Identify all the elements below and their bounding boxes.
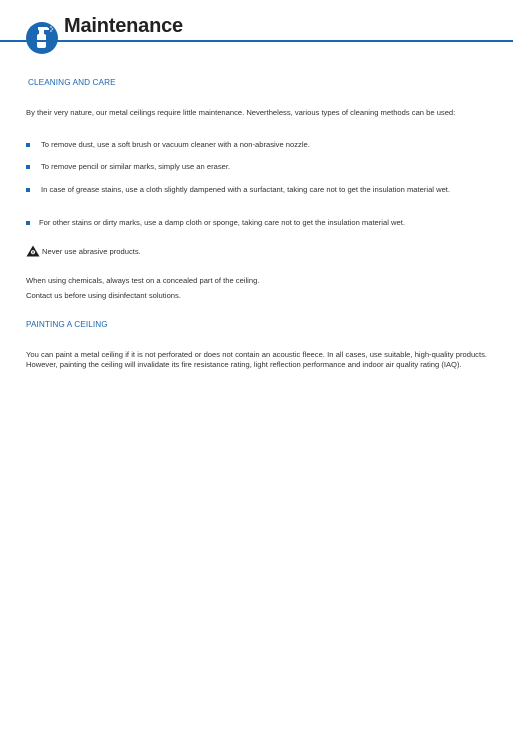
- contact-note: Contact us before using disinfectant solutions.: [26, 291, 181, 300]
- spray-bottle-icon: [26, 22, 58, 54]
- bullet-item: For other stains or dirty marks, use a damp cloth or sponge, taking care not to get the insulation material wet.: [39, 218, 405, 227]
- bullet-marker: [26, 188, 30, 192]
- bullet-item: To remove pencil or similar marks, simply use an eraser.: [41, 162, 231, 171]
- header-divider: [0, 40, 513, 42]
- page-title: Maintenance: [64, 15, 183, 37]
- warning-triangle-icon: [26, 245, 40, 257]
- bullet-marker: [26, 143, 30, 147]
- bullet-item: In case of grease stains, use a cloth slightly dampened with a surfactant, taking care not to get the insulation material wet.: [41, 185, 451, 194]
- warning-text: Never use abrasive products.: [42, 247, 141, 256]
- bullet-item: To remove dust, use a soft brush or vacuum cleaner with a non-abrasive nozzle.: [41, 140, 310, 149]
- painting-heading: PAINTING A CEILING: [26, 320, 108, 329]
- cleaning-intro: By their very nature, our metal ceilings require little maintenance. Nevertheless, various types of cleaning methods can be used:: [26, 108, 456, 117]
- chemicals-note: When using chemicals, always test on a concealed part of the ceiling.: [26, 276, 260, 285]
- painting-body: You can paint a metal ceiling if it is not perforated or does not contain an acoustic fleece. In all cases, use suitable, high-quality products. However, painting the ceiling will invalidate its fire resistance rating, light reflection performance and indoor air quality rating (IAQ).: [26, 350, 487, 369]
- cleaning-heading: CLEANING AND CARE: [28, 78, 116, 87]
- bullet-marker: [26, 221, 30, 225]
- bullet-marker: [26, 165, 30, 169]
